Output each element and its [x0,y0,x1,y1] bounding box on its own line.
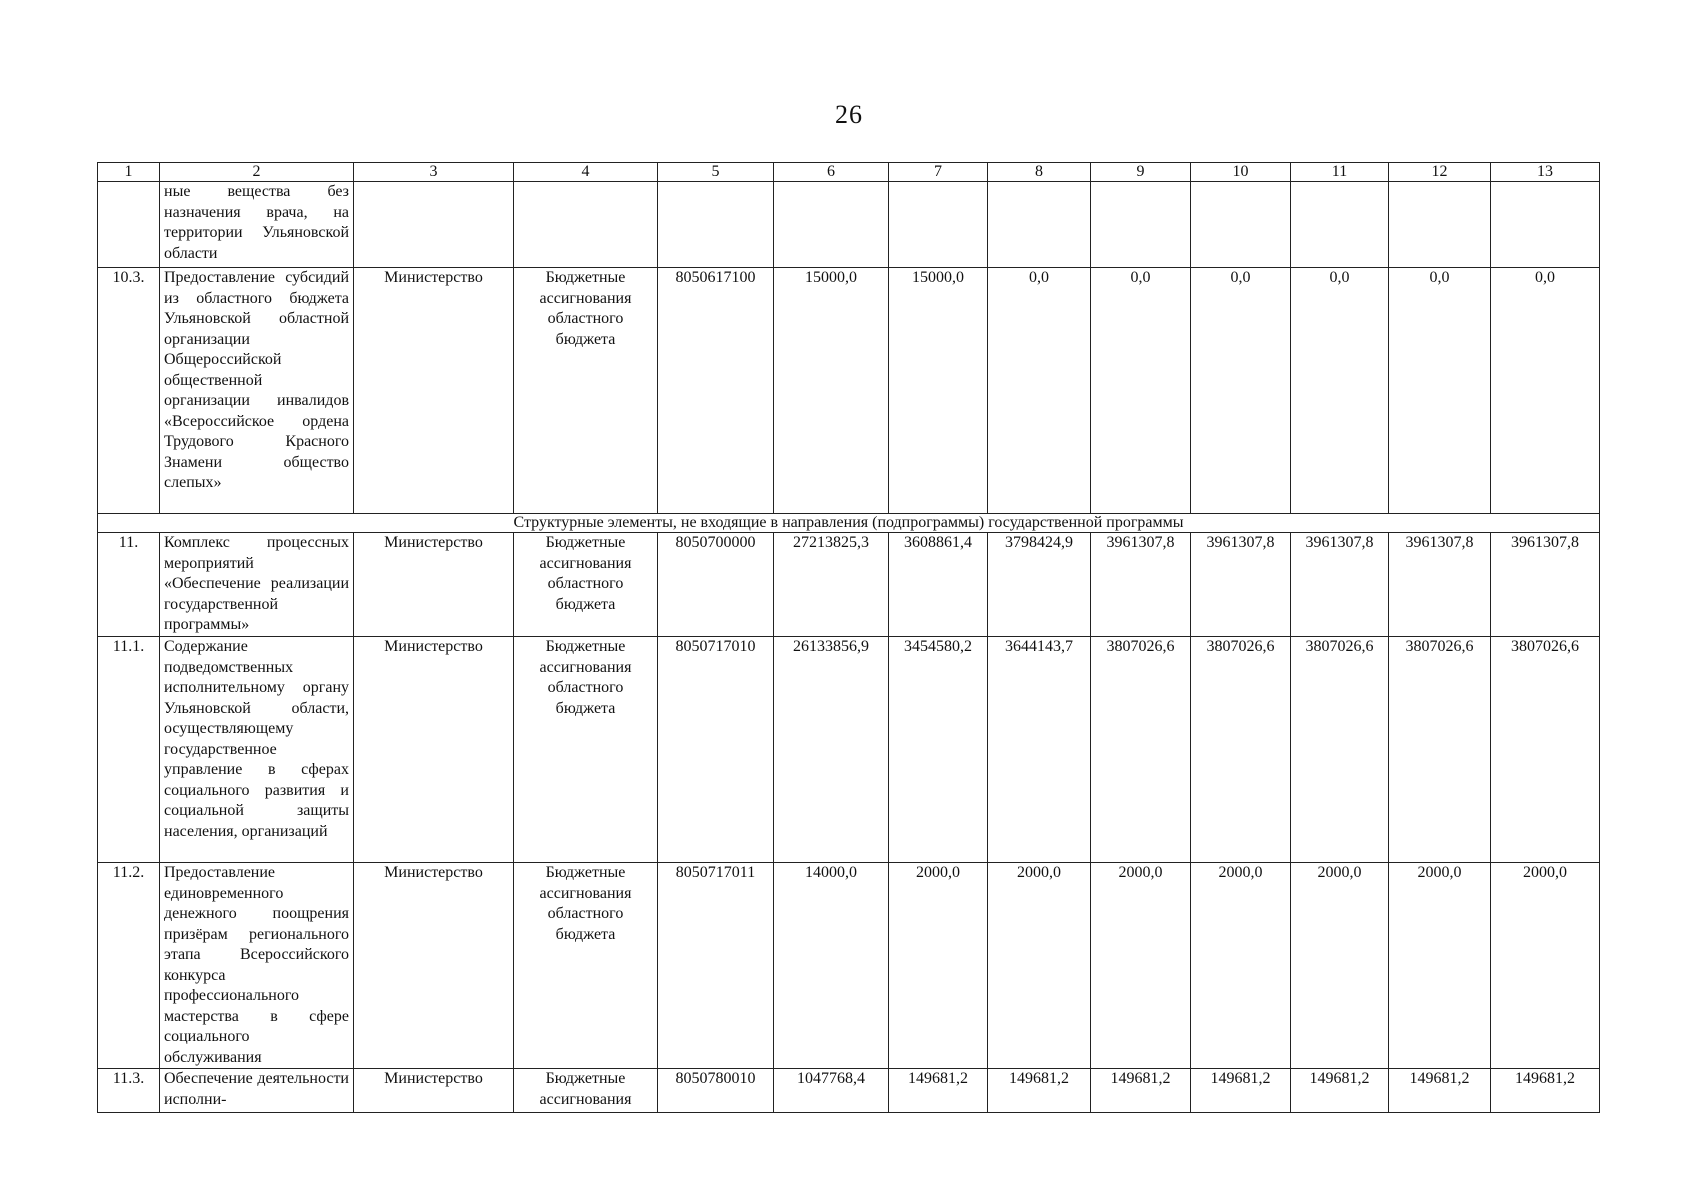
amount-year: 0,0 [1291,268,1389,514]
amount-year: 149681,2 [1091,1069,1191,1113]
column-header: 13 [1491,163,1600,182]
amount-year: 2000,0 [1091,863,1191,1069]
funding-source [514,182,658,268]
row-description: ные вещества без назначения врача, на территории Ульяновской области [160,182,354,268]
amount-year: 2000,0 [1191,863,1291,1069]
amount-total: 27213825,3 [774,533,889,637]
amount-year: 0,0 [1191,268,1291,514]
amount-total: 1047768,4 [774,1069,889,1113]
column-header: 5 [658,163,774,182]
budget-code: 8050617100 [658,268,774,514]
amount-year: 3961307,8 [1389,533,1491,637]
amount-year: 149681,2 [988,1069,1091,1113]
responsible-executor: Министерство [354,637,514,863]
amount-year: 3961307,8 [1091,533,1191,637]
table-row [98,1069,1600,1113]
amount-total: 15000,0 [774,268,889,514]
table-row [98,182,1600,268]
amount-year: 15000,0 [889,268,988,514]
amount-year: 2000,0 [988,863,1091,1069]
funding-source: Бюджетные ассигнования областного бюджета [514,637,658,863]
table-row [98,863,1600,1069]
amount-year: 2000,0 [1491,863,1600,1069]
row-description: Предоставление единовременного денежного поощрения призёрам регионального этапа Всероссийского конкурса профессионального мастерства в сфере социального обслуживания [160,863,354,1069]
amount-year: 0,0 [988,268,1091,514]
column-header: 1 [98,163,160,182]
column-header: 2 [160,163,354,182]
amount-year: 3608861,4 [889,533,988,637]
column-header: 10 [1191,163,1291,182]
amount-total: 14000,0 [774,863,889,1069]
amount-year: 3807026,6 [1389,637,1491,863]
amount-year: 149681,2 [1389,1069,1491,1113]
amount-year: 0,0 [1389,268,1491,514]
responsible-executor: Министерство [354,533,514,637]
row-number: 11.1. [98,637,160,863]
column-header: 9 [1091,163,1191,182]
amount-year [1491,182,1600,268]
budget-code [658,182,774,268]
budget-code: 8050700000 [658,533,774,637]
amount-year: 3807026,6 [1091,637,1191,863]
amount-year: 3961307,8 [1491,533,1600,637]
amount-year [1291,182,1389,268]
amount-year: 149681,2 [1491,1069,1600,1113]
column-header: 12 [1389,163,1491,182]
column-number-row [98,163,1600,182]
amount-year: 3807026,6 [1191,637,1291,863]
amount-total: 26133856,9 [774,637,889,863]
row-number: 10.3. [98,268,160,514]
amount-year [889,182,988,268]
row-number: 11.2. [98,863,160,1069]
row-description: Содержание подведомственных исполнительному органу Ульяновской области, осуществляющему государственное управление в сферах социального развития и социальной защиты населения, организаций [160,637,354,863]
budget-table [97,162,1600,1113]
amount-year: 2000,0 [889,863,988,1069]
amount-year: 149681,2 [1291,1069,1389,1113]
amount-year: 2000,0 [1291,863,1389,1069]
amount-year: 3807026,6 [1291,637,1389,863]
column-header: 8 [988,163,1091,182]
responsible-executor: Министерство [354,1069,514,1113]
budget-code: 8050780010 [658,1069,774,1113]
page-number: 26 [835,100,863,129]
amount-year: 3807026,6 [1491,637,1600,863]
amount-year: 149681,2 [889,1069,988,1113]
row-description: Комплекс процессных мероприятий «Обеспечение реализации государственной программы» [160,533,354,637]
amount-year: 3961307,8 [1291,533,1389,637]
funding-source: Бюджетные ассигнования областного бюджета [514,268,658,514]
funding-source: Бюджетные ассигнования [514,1069,658,1113]
row-description: Предоставление субсидий из областного бюджета Ульяновской областной организации Общероссийской общественной организации инвалидов «Всероссийское ордена Трудового Красного Знамени общество слепых» [160,268,354,514]
column-header: 6 [774,163,889,182]
budget-code: 8050717010 [658,637,774,863]
amount-year: 3454580,2 [889,637,988,863]
responsible-executor [354,182,514,268]
amount-year: 3798424,9 [988,533,1091,637]
row-number: 11. [98,533,160,637]
column-header: 4 [514,163,658,182]
amount-year: 3961307,8 [1191,533,1291,637]
amount-year [1389,182,1491,268]
amount-year: 0,0 [1091,268,1191,514]
amount-year [988,182,1091,268]
table-row [98,637,1600,863]
row-number: 11.3. [98,1069,160,1113]
table-row [98,533,1600,637]
row-description: Обеспечение деятельности исполни- [160,1069,354,1113]
budget-code: 8050717011 [658,863,774,1069]
amount-year [1191,182,1291,268]
funding-source: Бюджетные ассигнования областного бюджета [514,533,658,637]
section-row [98,514,1600,533]
row-number [98,182,160,268]
table-row [98,268,1600,514]
amount-year: 0,0 [1491,268,1600,514]
column-header: 3 [354,163,514,182]
responsible-executor: Министерство [354,268,514,514]
amount-year [1091,182,1191,268]
amount-year: 3644143,7 [988,637,1091,863]
column-header: 11 [1291,163,1389,182]
amount-total [774,182,889,268]
funding-source: Бюджетные ассигнования областного бюджета [514,863,658,1069]
responsible-executor: Министерство [354,863,514,1069]
section-title: Структурные элементы, не входящие в направления (подпрограммы) государственной программы [98,514,1600,533]
amount-year: 149681,2 [1191,1069,1291,1113]
amount-year: 2000,0 [1389,863,1491,1069]
column-header: 7 [889,163,988,182]
